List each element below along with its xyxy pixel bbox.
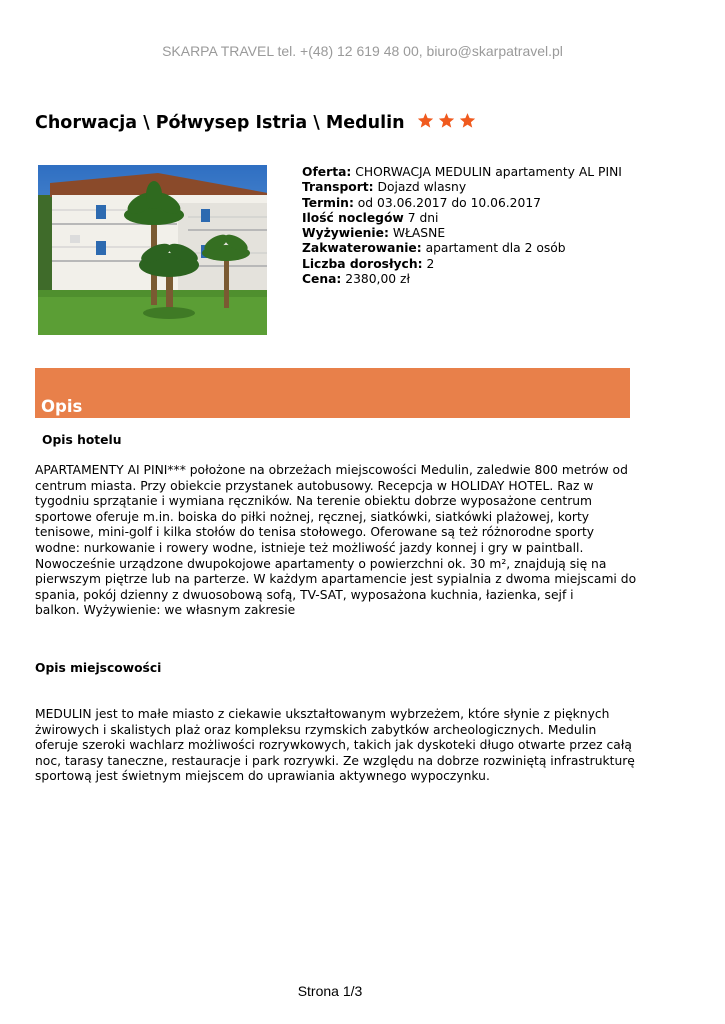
offer-row-cena: Cena: 2380,00 zł	[302, 272, 410, 287]
text-line: centrum miasta. Przy obiekcie przystanek autobusowy. Recepcja w HOLIDAY HOTEL. Raz w	[35, 478, 594, 493]
offer-row-dorosli: Liczba dorosłych: 2	[302, 256, 435, 271]
text-line: sportowe oferuje m.in. boiska do piłki nożnej, ręcznej, siatkówki, siatkówki plażowej, korty	[35, 509, 590, 524]
section-header-opis	[35, 368, 630, 418]
place-description	[35, 707, 635, 785]
text-line: APARTAMENTY AI PINI*** położone na obrzeżach miejscowości Medulin, zaledwie 800 metrów od	[35, 463, 628, 477]
text-line: tygodniu sprzątanie i wymiana ręczników. Na terenie obiektu dobrze wyposażone centrum	[35, 494, 593, 509]
offer-row-zakwaterowanie: Zakwaterowanie: apartament dla 2 osób	[302, 241, 566, 256]
hotel-heading: Opis hotelu	[42, 433, 122, 447]
text-line: oferuje szeroki wachlarz możliwości rozrywkowych, takich jak dyskoteki długo otwarte przez całą	[35, 738, 632, 753]
text-line: spania, pokój dzienny z dwuosobową sofą, TV-SAT, wyposażona kuchnia, łazienka, sejf i	[35, 587, 574, 602]
offer-row-termin: Termin: od 03.06.2017 do 10.06.2017	[302, 195, 541, 210]
text-line: noc, tarasy taneczne, restauracje i park rozrywki. Ze względu na dobrze rozwiniętą infrastrukturę	[35, 753, 635, 768]
contact-header: SKARPA TRAVEL tel. +(48) 12 619 48 00, biuro@skarpatravel.pl	[162, 43, 563, 59]
star-icon	[438, 112, 455, 129]
page-number: Strona 1/3	[297, 983, 363, 999]
text-line: Nowocześnie urządzone dwupokojowe apartamenty o powierzchni ok. 30 m², znajdują się na	[35, 556, 607, 571]
page-title: Chorwacja \ Półwysep Istria \ Medulin	[35, 113, 405, 133]
star-icon	[459, 112, 476, 129]
offer-row-noclegi: Ilość noclegów 7 dni	[302, 210, 439, 225]
offer-row-wyzywienie: Wyżywienie: WŁASNE	[302, 226, 446, 241]
offer-row-oferta: Oferta: CHORWACJA MEDULIN apartamenty AL PINI	[302, 165, 622, 179]
hotel-description	[35, 463, 635, 619]
section-title: Opis	[41, 397, 83, 416]
place-heading: Opis miejscowości	[35, 661, 162, 675]
star-icon	[417, 112, 434, 129]
offer-row-transport: Transport: Dojazd wlasny	[302, 180, 467, 195]
text-line: żwirowych i skalistych plaż oraz kompleksu rzymskich zabytków archeologicznych. Medulin	[35, 722, 597, 737]
title-row	[35, 113, 480, 133]
text-line: pierwszym piętrze lub na parterze. W każdym apartamencie jest sypialnia z dwoma miejscami do	[35, 572, 637, 587]
text-line: sportową jest świetnym miejscem do uprawiania aktywnego wypoczynku.	[35, 769, 490, 784]
text-line: balkon. Wyżywienie: we własnym zakresie	[35, 603, 296, 618]
star-rating	[417, 112, 480, 129]
text-line: tenisowe, mini-golf i kilka stołów do tenisa stołowego. Oferowane są też różnorodne sporty	[35, 525, 595, 540]
text-line: MEDULIN jest to małe miasto z ciekawie ukształtowanym wybrzeżem, które słynie z pięknych	[35, 707, 610, 721]
offer-details	[302, 165, 622, 287]
text-line: wodne: nurkowanie i rowery wodne, istnieje też możliwość jazdy konnej i gry w paintball.	[35, 540, 584, 555]
hotel-photo	[38, 165, 267, 335]
